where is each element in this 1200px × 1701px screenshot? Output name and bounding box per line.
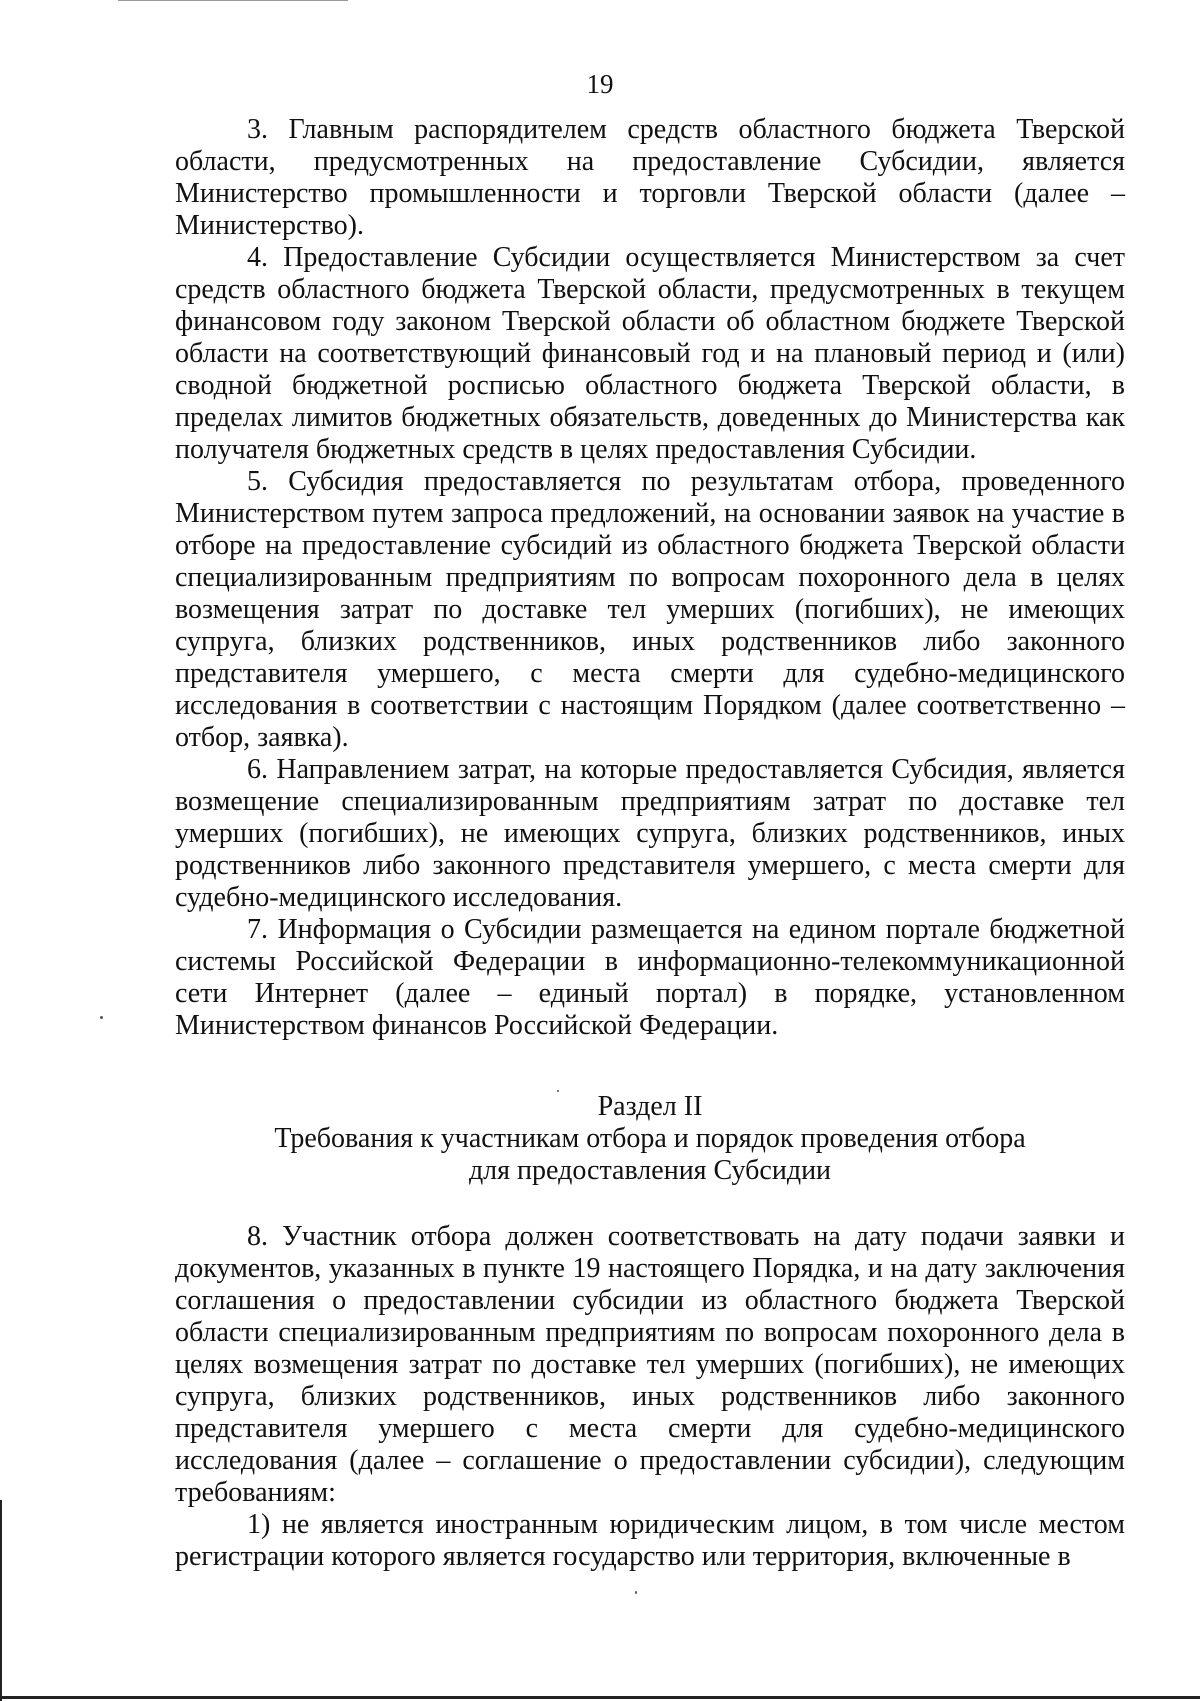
scan-speck (635, 1591, 637, 1594)
scan-speck (100, 1016, 103, 1019)
paragraph-3: 3. Главным распорядителем средств областного бюджета Тверской области, предусмотренных на предоставление Субсидии, является Министерство промышленности и торговли Тверской области (далее – Министерство). (175, 114, 1125, 241)
paragraph-5: 5. Субсидия предоставляется по результатам отбора, проведенного Министерством путем запроса предложений, на основании заявок на участие в отборе на предоставление субсидий из областного бюджета Тверской области специализированным предприятиям по вопросам похоронного дела в целях возмещения затрат по доставке тел умерших (погибших), не имеющих супруга, близких родственников, иных родственников либо законного представителя умершего, с места смерти для судебно-медицинского исследования в соответствии с настоящим Порядком (далее соответственно – отбор, заявка). (175, 466, 1125, 753)
paragraph-8: 8. Участник отбора должен соответствовать на дату подачи заявки и документов, указанных в пункте 19 настоящего Порядка, и на дату заключения соглашения о предоставлении субсидии из областного бюджета Тверской области специализированным предприятиям по вопросам похоронного дела в целях возмещения затрат по доставке тел умерших (погибших), не имеющих супруга, близких родственников, иных родственников либо законного представителя умершего с места смерти для судебно-медицинского исследования (далее – соглашение о предоставлении субсидии), следующим требованиям: (175, 1221, 1125, 1508)
subitem-1: 1) не является иностранным юридическим лицом, в том числе местом регистрации которого является государство или территория, включенные в (175, 1509, 1125, 1572)
section-title: Раздел II (597, 1091, 703, 1122)
paragraph-4: 4. Предоставление Субсидии осуществляется Министерством за счет средств областного бюджета Тверской области, предусмотренных в текущем финансовом году законом Тверской области об областном бюджете Тверской области на соответствующий финансовый год и на плановый период и (или) сводной бюджетной росписью областного бюджета Тверской области, в пределах лимитов бюджетных обязательств, доведенных до Министерства как получателя бюджетных средств в целях предоставления Субсидии. (175, 242, 1125, 465)
paragraph-6: 6. Направлением затрат, на которые предоставляется Субсидия, является возмещение специализированным предприятиям затрат по доставке тел умерших (погибших), не имеющих супруга, близких родственников, иных родственников либо законного представителя умершего, с места смерти для судебно-медицинского исследования. (175, 754, 1125, 913)
scan-edge-bottom (0, 1696, 1200, 1699)
page-number: 19 (586, 69, 614, 99)
section-subtitle-line-1: Требования к участникам отбора и порядок проведения отбора (274, 1123, 1026, 1154)
scan-edge-left (0, 1500, 2, 1701)
body-text-block-2 (175, 1221, 1125, 1573)
paragraph-7: 7. Информация о Субсидии размещается на едином портале бюджетной системы Российской Федерации в информационно-телекоммуникационной сети Интернет (далее – единый портал) в порядке, установленном Министерством финансов Российской Федерации. (175, 914, 1125, 1041)
scan-edge-top (118, 0, 348, 1)
section-subtitle-line-2: для предоставления Субсидии (468, 1155, 832, 1186)
body-text-block-1 (175, 114, 1125, 1042)
section-heading (175, 1091, 1125, 1187)
